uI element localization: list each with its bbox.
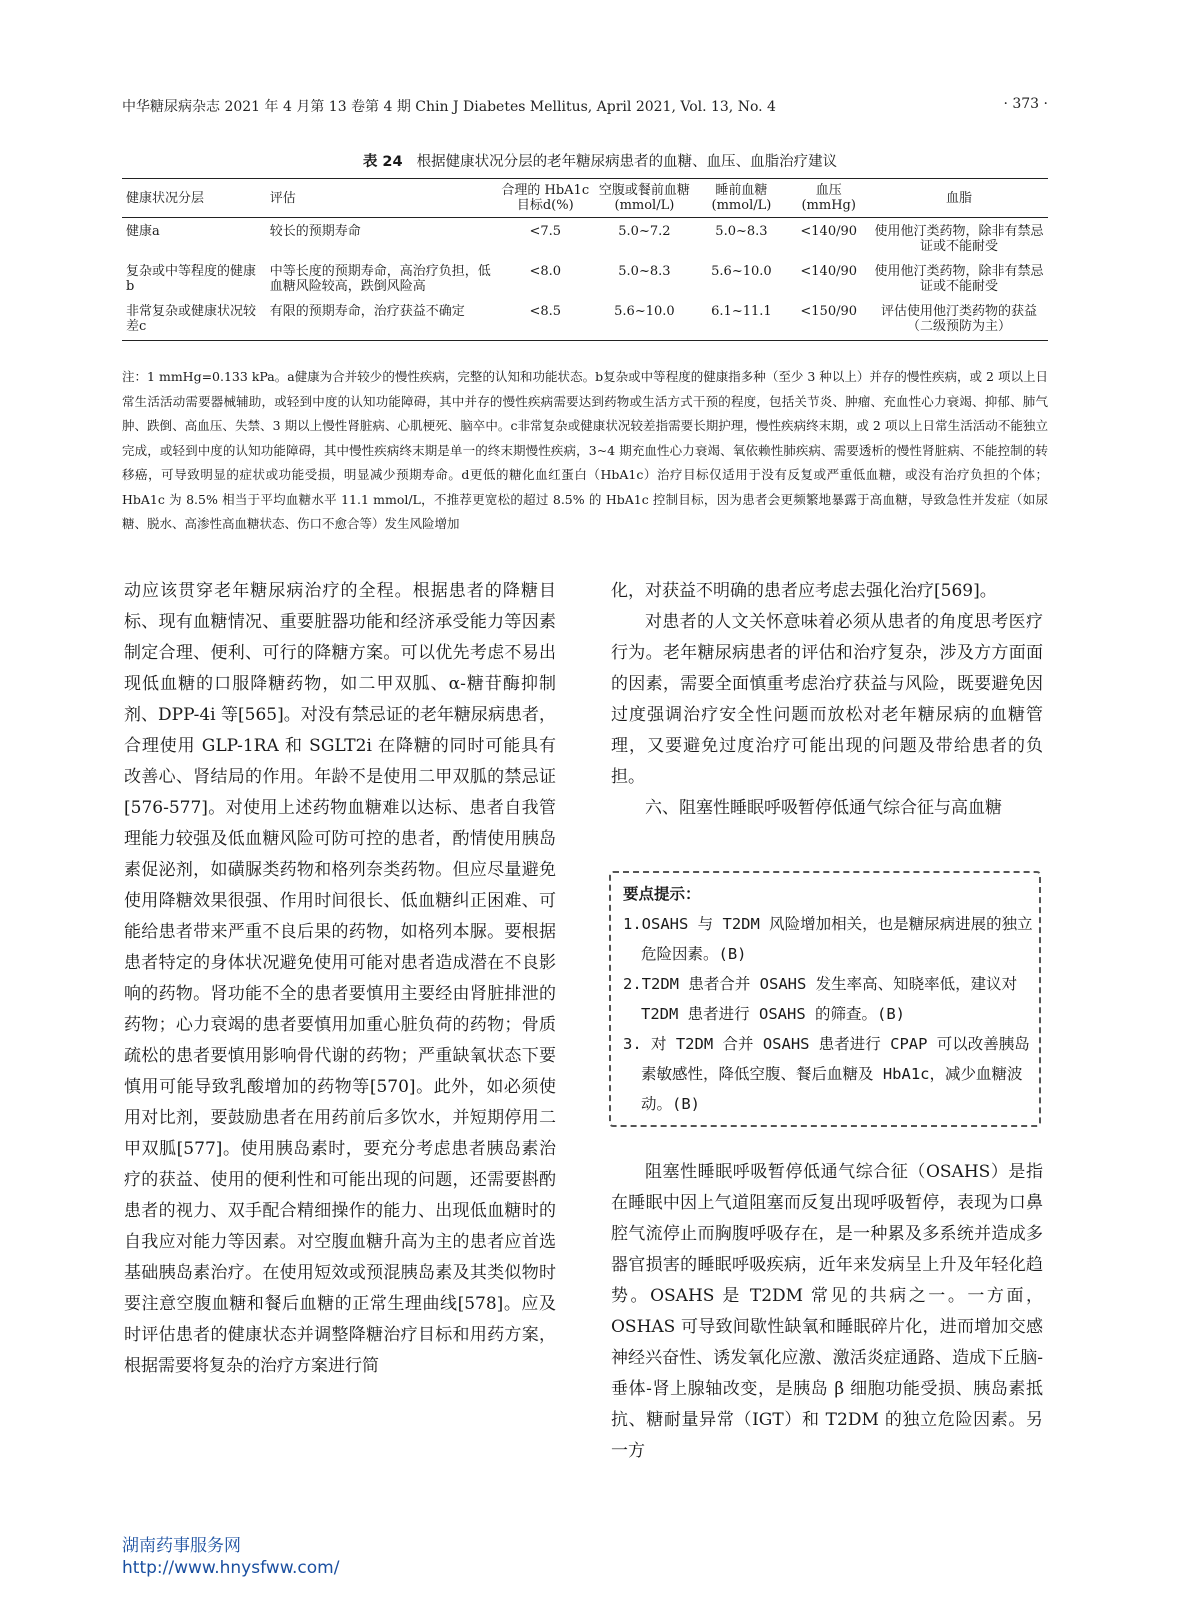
cell-bedtime-glucose: 6.1~11.1 bbox=[695, 298, 787, 341]
journal-citation: 中华糖尿病杂志 2021 年 4 月第 13 卷第 4 期 Chin J Diabetes Mellitus, April 2021, Vol. 13, No. 4 bbox=[122, 99, 776, 115]
body-paragraph: 动应该贯穿老年糖尿病治疗的全程。根据患者的降糖目标、现有血糖情况、重要脏器功能和经济承受能力等因素制定合理、便利、可行的降糖方案。可以优先考虑不易出现低血糖的口服降糖药物，如二甲双胍、α-糖苷酶抑制剂、DPP-4i 等[565]。对没有禁忌证的老年糖尿病患者，合理使用 GLP-1RA 和 SGLT2i 在降糖的同时可能具有改善心、肾结局的作用。年龄不是使用二甲双胍的禁忌证[576-577]。对使用上述药物血糖难以达标、患者自我管理能力较强及低血糖风险可防可控的患者，酌情使用胰岛素促泌剂，如磺脲类药物和格列奈类药物。但应尽量避免使用降糖效果很强、作用时间很长、低血糖纠正困难、可能给患者带来严重不良后果的药物，如格列本脲。要根据患者特定的身体状况避免使用可能对患者造成潜在不良影响的药物。肾功能不全的患者要慎用主要经由肾脏排泄的药物；心力衰竭的患者要慎用加重心脏负荷的药物；骨质疏松的患者要慎用影响骨代谢的药物；严重缺氧状态下要慎用可能导致乳酸增加的药物等[570]。此外，如必须使用对比剂，要鼓励患者在用药前后多饮水，并短期停用二甲双胍[577]。使用胰岛素时，要充分考虑患者胰岛素治疗的获益、使用的便利性和可能出现的问题，还需要斟酌患者的视力、双手配合精细操作的能力、出现低血糖时的自我应对能力等因素。对空腹血糖升高为主的患者应首选基础胰岛素治疗。在使用短效或预混胰岛素及其类似物时要注意空腹血糖和餐后血糖的正常生理曲线[578]。应及时评估患者的健康状态并调整降糖治疗目标和用药方案，根据需要将复杂的治疗方案进行简 bbox=[124, 581, 556, 1376]
cell-fasting-glucose: 5.6~10.0 bbox=[593, 298, 695, 341]
running-header bbox=[122, 96, 1048, 118]
table-row bbox=[122, 218, 1048, 259]
key-point-item: 3. 对 T2DM 合并 OSAHS 患者进行 CPAP 可以改善胰岛素敏感性，降低空腹、餐后血糖及 HbA1c，减少血糖波动。(B) bbox=[623, 1035, 1030, 1113]
cell-bedtime-glucose: 5.6~10.0 bbox=[711, 264, 772, 279]
table-caption bbox=[0, 150, 1200, 171]
cell-blood-pressure: <150/90 bbox=[788, 298, 870, 341]
watermark bbox=[122, 1535, 442, 1579]
header-health-layer: 健康状况分层 bbox=[122, 179, 266, 218]
watermark-url[interactable]: http://www.hnysfww.com/ bbox=[122, 1558, 340, 1578]
cell-health-layer: 健康a bbox=[126, 224, 160, 239]
header-fasting-glucose: 空腹或餐前血糖(mmol/L) bbox=[593, 179, 695, 218]
cell-lipid: 使用他汀类药物，除非有禁忌证或不能耐受 bbox=[874, 264, 1044, 294]
key-points-list bbox=[623, 909, 1033, 1119]
watermark-name: 湖南药事服务网 bbox=[122, 1536, 241, 1556]
body-paragraph: 阻塞性睡眠呼吸暂停低通气综合征（OSAHS）是指在睡眠中因上气道阻塞而反复出现呼吸暂停，表现为口鼻腔气流停止而胸腹呼吸存在，是一种累及多系统并造成多器官损害的睡眠呼吸疾病，近年来发病呈上升及年轻化趋势。OSAHS 是 T2DM 常见的共病之一。一方面，OSHAS 可导致间歇性缺氧和睡眠碎片化，进而增加交感神经兴奋性、诱发氧化应激、激活炎症通路、造成下丘脑-垂体-肾上腺轴改变，是胰岛 β 细胞功能受损、胰岛素抵抗、糖耐量异常（IGT）和 T2DM 的独立危险因素。另一方 bbox=[611, 1162, 1043, 1461]
cell-fasting-glucose: 5.0~7.2 bbox=[618, 224, 671, 239]
body-paragraph: 对患者的人文关怀意味着必须从患者的角度思考医疗行为。老年糖尿病患者的评估和治疗复杂，涉及方方面面的因素，需要全面慎重考虑治疗获益与风险，既要避免因过度强调治疗安全性问题而放松对老年糖尿病的血糖管理，又要避免过度治疗可能出现的问题及带给患者的负担。 bbox=[611, 612, 1043, 787]
recommendation-table bbox=[122, 178, 1048, 341]
right-column-bottom bbox=[611, 1157, 1043, 1467]
cell-lipid: 评估使用他汀类药物的获益（二级预防为主） bbox=[870, 298, 1048, 341]
body-paragraph: 化，对获益不明确的患者应考虑去强化治疗[569]。 bbox=[611, 581, 997, 601]
cell-health-layer: 复杂或中等程度的健康b bbox=[126, 264, 257, 294]
footnote-text: 注：1 mmHg=0.133 kPa。a健康为合并较少的慢性疾病，完整的认知和功能状态。b复杂或中等程度的健康指多种（至少 3 种以上）并存的慢性疾病，或 2 项以上日常生活活动需要器械辅助，或轻到中度的认知功能障碍，其中并存的慢性疾病需要达到药物或生活方式干预的程度，包括关节炎、肿瘤、充血性心力衰竭、抑郁、肺气肿、跌倒、高血压、失禁、3 期以上慢性肾脏病、心肌梗死、脑卒中。c非常复杂或健康状况较差指需要长期护理，慢性疾病终末期，或 2 项以上日常生活活动不能独立完成，或轻到中度的认知功能障碍，其中慢性疾病终末期是单一的终末期慢性疾病，3~4 期充血性心力衰竭、氧依赖性肺疾病、需要透析的慢性肾脏病、不能控制的转移癌，可导致明显的症状或功能受损，明显减少预期寿命。d更低的糖化血红蛋白（HbA1c）治疗目标仅适用于没有反复或严重低血糖，或没有治疗负担的个体；HbA1c 为 8.5% 相当于平均血糖水平 11.1 mmol/L，不推荐更宽松的超过 8.5% 的 HbA1c 控制目标，因为患者会更频繁地暴露于高血糖，导致急性并发症（如尿糖、脱水、高渗性高血糖状态、伤口不愈合等）发生风险增加 bbox=[122, 369, 1048, 531]
cell-blood-pressure: <140/90 bbox=[800, 264, 858, 279]
header-assessment: 评估 bbox=[266, 179, 497, 218]
table-footnote bbox=[122, 365, 1048, 537]
header-lipid: 血脂 bbox=[870, 179, 1048, 218]
cell-bedtime-glucose: 5.0~8.3 bbox=[715, 224, 768, 239]
cell-assessment: 中等长度的预期寿命，高治疗负担，低血糖风险较高，跌倒风险高 bbox=[269, 264, 491, 294]
key-point-item: 1.OSAHS 与 T2DM 风险增加相关，也是糖尿病进展的独立危险因素。(B) bbox=[623, 915, 1033, 963]
cell-assessment: 有限的预期寿命，治疗获益不确定 bbox=[266, 298, 497, 341]
cell-lipid: 使用他汀类药物，除非有禁忌证或不能耐受 bbox=[874, 224, 1044, 254]
key-point-item: 2.T2DM 患者合并 OSAHS 发生率高、知晓率低，建议对 T2DM 患者进行 OSAHS 的筛查。(B) bbox=[623, 975, 1018, 1023]
table-number: 表 24 bbox=[362, 154, 403, 170]
section-heading: 六、阻塞性睡眠呼吸暂停低通气综合征与高血糖 bbox=[645, 798, 1002, 818]
right-column-top bbox=[611, 576, 1043, 824]
page-number: · 373 · bbox=[1003, 96, 1048, 112]
table-row bbox=[122, 258, 1048, 298]
cell-assessment: 较长的预期寿命 bbox=[269, 224, 361, 239]
table-title: 根据健康状况分层的老年糖尿病患者的血糖、血压、血脂治疗建议 bbox=[416, 154, 838, 170]
header-blood-pressure: 血压(mmHg) bbox=[788, 179, 870, 218]
table-header-row bbox=[122, 179, 1048, 218]
cell-hba1c: <7.5 bbox=[529, 224, 562, 239]
key-points-box bbox=[609, 871, 1041, 1127]
table-row bbox=[122, 298, 1048, 341]
cell-hba1c: <8.0 bbox=[529, 264, 562, 279]
cell-health-layer: 非常复杂或健康状况较差c bbox=[122, 298, 266, 341]
header-hba1c: 合理的 HbA1c 目标d(%) bbox=[497, 179, 593, 218]
left-column bbox=[124, 576, 556, 1382]
header-bedtime-glucose: 睡前血糖(mmol/L) bbox=[695, 179, 787, 218]
cell-blood-pressure: <140/90 bbox=[800, 224, 858, 239]
key-points-title: 要点提示： bbox=[623, 885, 701, 903]
cell-hba1c: <8.5 bbox=[497, 298, 593, 341]
cell-fasting-glucose: 5.0~8.3 bbox=[618, 264, 671, 279]
